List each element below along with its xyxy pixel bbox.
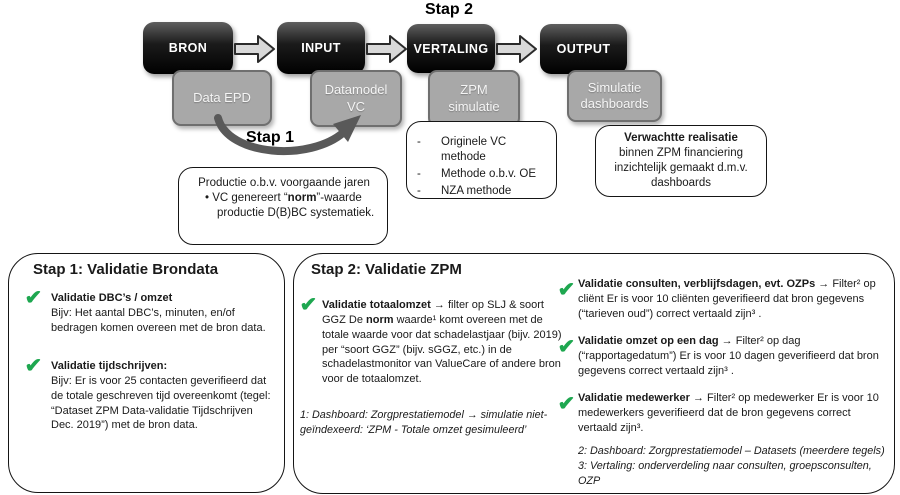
panel1-item-dbc-omzet	[51, 291, 272, 336]
productie-bullet-bold: norm	[287, 191, 317, 204]
stap2-label: Stap 2	[425, 1, 474, 18]
arrow-right-icon: →	[433, 299, 448, 311]
item-tail: filter op SLJ & soort GGZ	[322, 299, 544, 326]
realisatie-bold: Verwachtte realisatie	[624, 132, 738, 145]
substage-datamodel-vc-label: Datamodel VC	[324, 82, 388, 114]
item-body-bold: norm	[366, 313, 394, 326]
checkmark-icon: ✔	[24, 355, 43, 377]
item-body-post: waarde¹ komt overeen met de totale waarde voor dat schadelastjaar (bijv. 2019) per “soort GGZ” (bijv. sGGZ, etc.) in de schadelastmonitor van ValueCare of andere bron voor de totaalomzet.	[322, 313, 562, 386]
substage-simulatie-dashboards-label: Simulatie dashboards	[580, 79, 649, 111]
dash-bullet: -	[417, 184, 421, 197]
panel2-item-totaalomzet	[322, 298, 565, 387]
panel2-title: Stap 2: Validatie ZPM	[311, 261, 462, 278]
stage-vertaling	[407, 24, 495, 73]
checkmark-icon: ✔	[557, 279, 576, 301]
item-rest: Filter² op medewerker Er is voor 10 medewerkers geverifieerd dat de bron gegevens correct vertaald zijn³.	[578, 392, 879, 434]
bullet-icon: •	[205, 191, 210, 204]
productie-line1: Productie o.b.v. voorgaande jaren	[198, 177, 370, 189]
item-rest: Filter² op cliënt Er is voor 10 cliënten geverifieerd dat bron gegevens (“tarieven oud”) correct vertaald zijn³ .	[578, 278, 876, 320]
realisatie-rest: binnen ZPM financiering inzichtelijk gemaakt d.m.v. dashboards	[614, 147, 748, 189]
stap1-label: Stap 1	[246, 129, 295, 146]
substage-zpm-simulatie	[428, 70, 520, 127]
realisatie-note	[595, 125, 767, 197]
right-arrow-icon	[496, 34, 538, 69]
stage-input	[277, 22, 365, 74]
right-arrow-icon	[234, 34, 276, 69]
substage-zpm-simulatie-label: ZPM simulatie	[448, 82, 500, 114]
checkmark-icon: ✔	[299, 294, 318, 316]
item-heading: Validatie consulten, verblijfsdagen, evt. OZPs	[578, 278, 816, 290]
stage-vertaling-label: VERTALING	[413, 41, 489, 56]
method-item	[415, 167, 550, 182]
panel1-item-tijdschrijven	[51, 359, 275, 433]
stage-output	[540, 24, 627, 74]
checkmark-icon: ✔	[557, 336, 576, 358]
checkmark-icon: ✔	[24, 287, 43, 309]
method-label: NZA methode	[441, 184, 512, 197]
item-body-pre: De	[348, 313, 367, 326]
panel2-footnote-3: 3: Vertaling: onderverdeling naar consulten, groepsconsulten, OZP	[578, 460, 872, 487]
method-item	[415, 135, 550, 165]
item-rest: Filter² op dag (“rapportagedatum”) Er is voor 10 dagen geverifieerd dat bron gegevens correct vertaald zijn³ .	[578, 335, 879, 377]
method-item	[415, 184, 550, 199]
panel2-footnote-2: 2: Dashboard: Zorgprestatiemodel – Datasets (meerdere tegels)	[578, 445, 885, 457]
panel2-footnote-1: 1: Dashboard: Zorgprestatiemodel → simulatie niet-geïndexeerd: ‘ZPM - Totale omzet gesimuleerd’	[300, 409, 548, 436]
realisatie-text	[606, 131, 756, 191]
arrow-right-icon: →	[721, 335, 736, 347]
item-heading: Validatie tijdschrijven:	[51, 360, 168, 372]
stage-output-label: OUTPUT	[556, 42, 611, 56]
item-heading: Validatie medewerker	[578, 392, 690, 404]
productie-note	[178, 167, 388, 245]
productie-bullet	[193, 191, 375, 221]
vc-methods-note	[406, 121, 557, 199]
panel2-item-consulten	[578, 277, 890, 322]
dash-bullet: -	[417, 136, 421, 148]
checkmark-icon: ✔	[557, 393, 576, 415]
dash-bullet: -	[417, 167, 421, 180]
panel2-item-omzet-dag	[578, 334, 890, 379]
curved-arrow-icon	[198, 112, 368, 175]
item-body: Bijv: Er is voor 25 contacten geverifieerd dat de totale geschreven tijd overeenkomt (tegel: “Dataset ZPM Data-validatie Tijdschrijven Dec. 2019”) met de bron data.	[51, 374, 271, 432]
right-arrow-icon	[366, 34, 408, 69]
stage-bron	[143, 22, 233, 74]
method-label: Methode o.b.v. OE	[441, 167, 537, 180]
substage-simulatie-dashboards	[567, 70, 662, 122]
arrow-right-icon: →	[692, 392, 708, 404]
stage-bron-label: BRON	[168, 41, 208, 55]
item-heading: Validatie totaalomzet	[322, 299, 431, 311]
item-heading: Validatie omzet op een dag	[578, 335, 719, 347]
method-label: Originele VC methode	[441, 136, 507, 163]
productie-bullet-pre: VC genereert “	[212, 191, 288, 204]
stage-input-label: INPUT	[301, 41, 341, 55]
productie-bullet-post: ”-waarde productie D(B)BC systematiek.	[217, 191, 375, 219]
item-heading: Validatie DBC’s / omzet	[51, 292, 173, 304]
panel2-item-medewerker	[578, 391, 890, 436]
panel1-title: Stap 1: Validatie Brondata	[33, 261, 219, 278]
item-body: Bijv: Het aantal DBC’s, minuten, en/of bedragen komen overeen met de bron data.	[51, 306, 266, 334]
substage-data-epd-label: Data EPD	[193, 89, 251, 105]
arrow-right-icon: →	[818, 278, 833, 290]
